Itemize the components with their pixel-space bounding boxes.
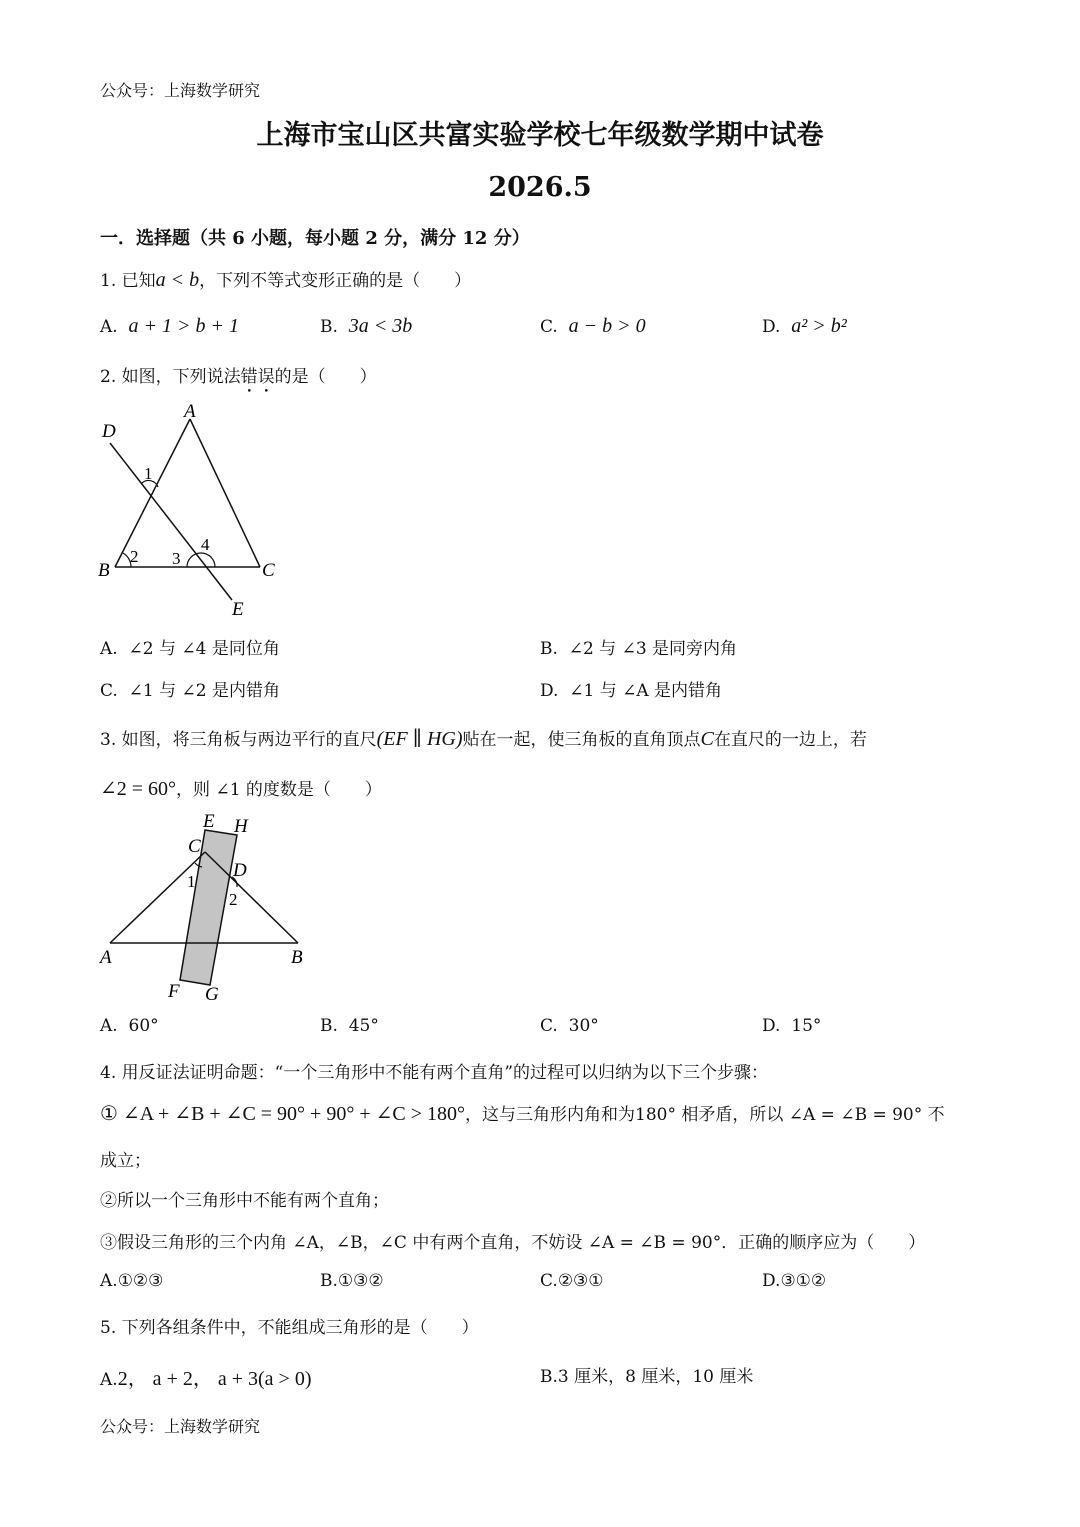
option-label: D.	[540, 681, 559, 701]
stem-emphasis: 错误	[240, 367, 275, 387]
stem-suffix: ，下列不等式变形正确的是（ ）	[199, 271, 472, 291]
q3-option-a	[100, 1016, 159, 1036]
q2-option-b	[540, 634, 737, 659]
stem-prefix: 已知	[121, 271, 156, 291]
question-3-stem-line1	[100, 725, 867, 751]
option-text: 3 厘米，8 厘米，10 厘米	[557, 1367, 754, 1387]
label-c: C	[188, 836, 201, 857]
option-text: ∠1 与 ∠A 是内错角	[569, 681, 723, 701]
question-number: 4.	[100, 1063, 117, 1083]
q2-option-d	[540, 676, 722, 701]
q4-option-a	[100, 1271, 163, 1291]
stem-prefix: 如图，下列说法	[121, 367, 241, 387]
option-text: ①②③	[117, 1271, 164, 1291]
option-math: a² > b²	[791, 315, 847, 337]
q2-figure	[90, 395, 300, 625]
label-f: F	[168, 981, 180, 1002]
option-label: B.	[320, 1271, 338, 1291]
question-4-step1-cont: 成立；	[100, 1151, 151, 1171]
label-d: D	[233, 860, 247, 881]
option-text: ①③②	[337, 1271, 384, 1291]
label-angle-3: 3	[172, 549, 181, 568]
option-label: A.	[100, 639, 118, 659]
stem-text: 用反证法证明命题：“一个三角形中不能有两个直角”的过程可以归纳为以下三个步骤：	[121, 1063, 769, 1083]
label-e: E	[203, 811, 215, 832]
stem-var: C	[700, 728, 714, 750]
header-source: 公众号：上海数学研究	[100, 81, 261, 100]
stem-math: ∠2 = 60°	[100, 778, 177, 800]
question-4-stem	[100, 1058, 768, 1083]
stem-suffix: 在直尺的一边上，若	[713, 730, 867, 750]
option-text: ∠2 与 ∠4 是同位角	[128, 639, 280, 659]
label-angle-2: 2	[130, 547, 139, 566]
q2-option-c	[100, 676, 280, 701]
option-math: a − b > 0	[568, 315, 646, 337]
footer-source: 公众号：上海数学研究	[100, 1417, 261, 1436]
q4-option-c	[540, 1271, 604, 1291]
q5-option-a	[100, 1362, 311, 1391]
page-subtitle: 2026.5	[488, 172, 592, 203]
option-text: 60°	[128, 1016, 159, 1036]
question-4-step1	[100, 1100, 945, 1126]
label-g: G	[205, 984, 219, 1005]
option-label: C.	[540, 317, 558, 337]
step1-math: ① ∠A + ∠B + ∠C = 90° + 90° + ∠C > 180°	[100, 1103, 465, 1125]
option-text: 30°	[568, 1016, 599, 1036]
section-heading: 一．选择题（共 6 小题，每小题 2 分，满分 12 分）	[100, 228, 530, 249]
option-label: B.	[320, 1016, 338, 1036]
stem-mid: 贴在一起，使三角板的直角顶点	[462, 730, 701, 750]
option-text: ③①②	[780, 1271, 827, 1291]
question-4-step2: ②所以一个三角形中不能有两个直角；	[100, 1191, 389, 1211]
label-angle-1: 1	[144, 464, 153, 483]
q1-option-a	[100, 315, 239, 338]
label-d: D	[102, 421, 116, 442]
option-label: A.	[100, 317, 118, 337]
stem-suffix: 的是（ ）	[274, 367, 377, 387]
step1-text: ，这与三角形内角和为180° 相矛盾，所以 ∠A = ∠B = 90° 不	[465, 1105, 945, 1125]
q3-option-c	[540, 1016, 599, 1036]
option-text: ②③①	[557, 1271, 604, 1291]
label-a: A	[100, 947, 112, 968]
q1-option-b	[320, 315, 412, 338]
q5-option-b	[540, 1362, 753, 1387]
option-text: 45°	[348, 1016, 379, 1036]
label-e: E	[232, 599, 244, 620]
segment-ab	[115, 419, 190, 567]
question-2-stem	[100, 362, 377, 397]
stem-prefix: 如图，将三角板与两边平行的直尺	[121, 730, 377, 750]
question-5-stem	[100, 1313, 479, 1338]
question-1-stem	[100, 266, 471, 292]
label-c: C	[262, 560, 275, 581]
stem-math: (EF ∥ HG)	[376, 728, 463, 750]
q2-option-a	[100, 634, 280, 659]
label-angle-1: 1	[187, 872, 196, 891]
option-label: D.	[762, 1016, 781, 1036]
option-label: D.	[762, 317, 781, 337]
option-math: 3a < 3b	[348, 315, 413, 337]
option-label: C.	[540, 1016, 558, 1036]
option-text: ∠2 与 ∠3 是同旁内角	[568, 639, 738, 659]
label-b: B	[98, 560, 110, 581]
line-de	[110, 443, 232, 600]
question-number: 5.	[100, 1318, 117, 1338]
question-4-step3: ③假设三角形的三个内角 ∠A，∠B，∠C 中有两个直角，不妨设 ∠A = ∠B = 90°．正确的顺序应为（ ）	[100, 1233, 926, 1253]
q3-figure	[95, 805, 325, 1010]
option-label: B.	[320, 317, 338, 337]
option-label: A.	[100, 1016, 118, 1036]
q4-option-b	[320, 1271, 384, 1291]
option-text: 2， a + 2， a + 3(a > 0)	[117, 1368, 312, 1390]
label-a: A	[184, 401, 196, 422]
option-text: 15°	[791, 1016, 822, 1036]
page-title: 上海市宝山区共富实验学校七年级数学期中试卷	[256, 120, 824, 151]
label-angle-4: 4	[201, 535, 210, 554]
stem-suffix: ，则 ∠1 的度数是（ ）	[176, 780, 382, 800]
option-text: ∠1 与 ∠2 是内错角	[128, 681, 280, 701]
stem-text: 下列各组条件中，不能组成三角形的是（ ）	[121, 1318, 479, 1338]
question-3-stem-line2	[100, 775, 382, 801]
option-label: B.	[540, 1367, 558, 1387]
q4-option-d	[762, 1271, 826, 1291]
option-label: D.	[762, 1271, 781, 1291]
option-math: a + 1 > b + 1	[128, 315, 239, 337]
q1-option-c	[540, 315, 646, 338]
option-label: A.	[100, 1271, 118, 1291]
option-label: C.	[100, 681, 118, 701]
option-label: C.	[540, 1271, 558, 1291]
label-angle-2: 2	[229, 890, 238, 909]
label-h: H	[234, 816, 248, 837]
question-number: 3.	[100, 730, 117, 750]
question-number: 1.	[100, 271, 117, 291]
label-b: B	[291, 947, 303, 968]
q3-option-b	[320, 1016, 379, 1036]
option-label: B.	[540, 639, 558, 659]
option-label: A.	[100, 1370, 118, 1390]
q1-option-d	[762, 315, 847, 338]
question-number: 2.	[100, 367, 117, 387]
stem-math: a < b	[155, 269, 200, 291]
q3-option-d	[762, 1016, 821, 1036]
